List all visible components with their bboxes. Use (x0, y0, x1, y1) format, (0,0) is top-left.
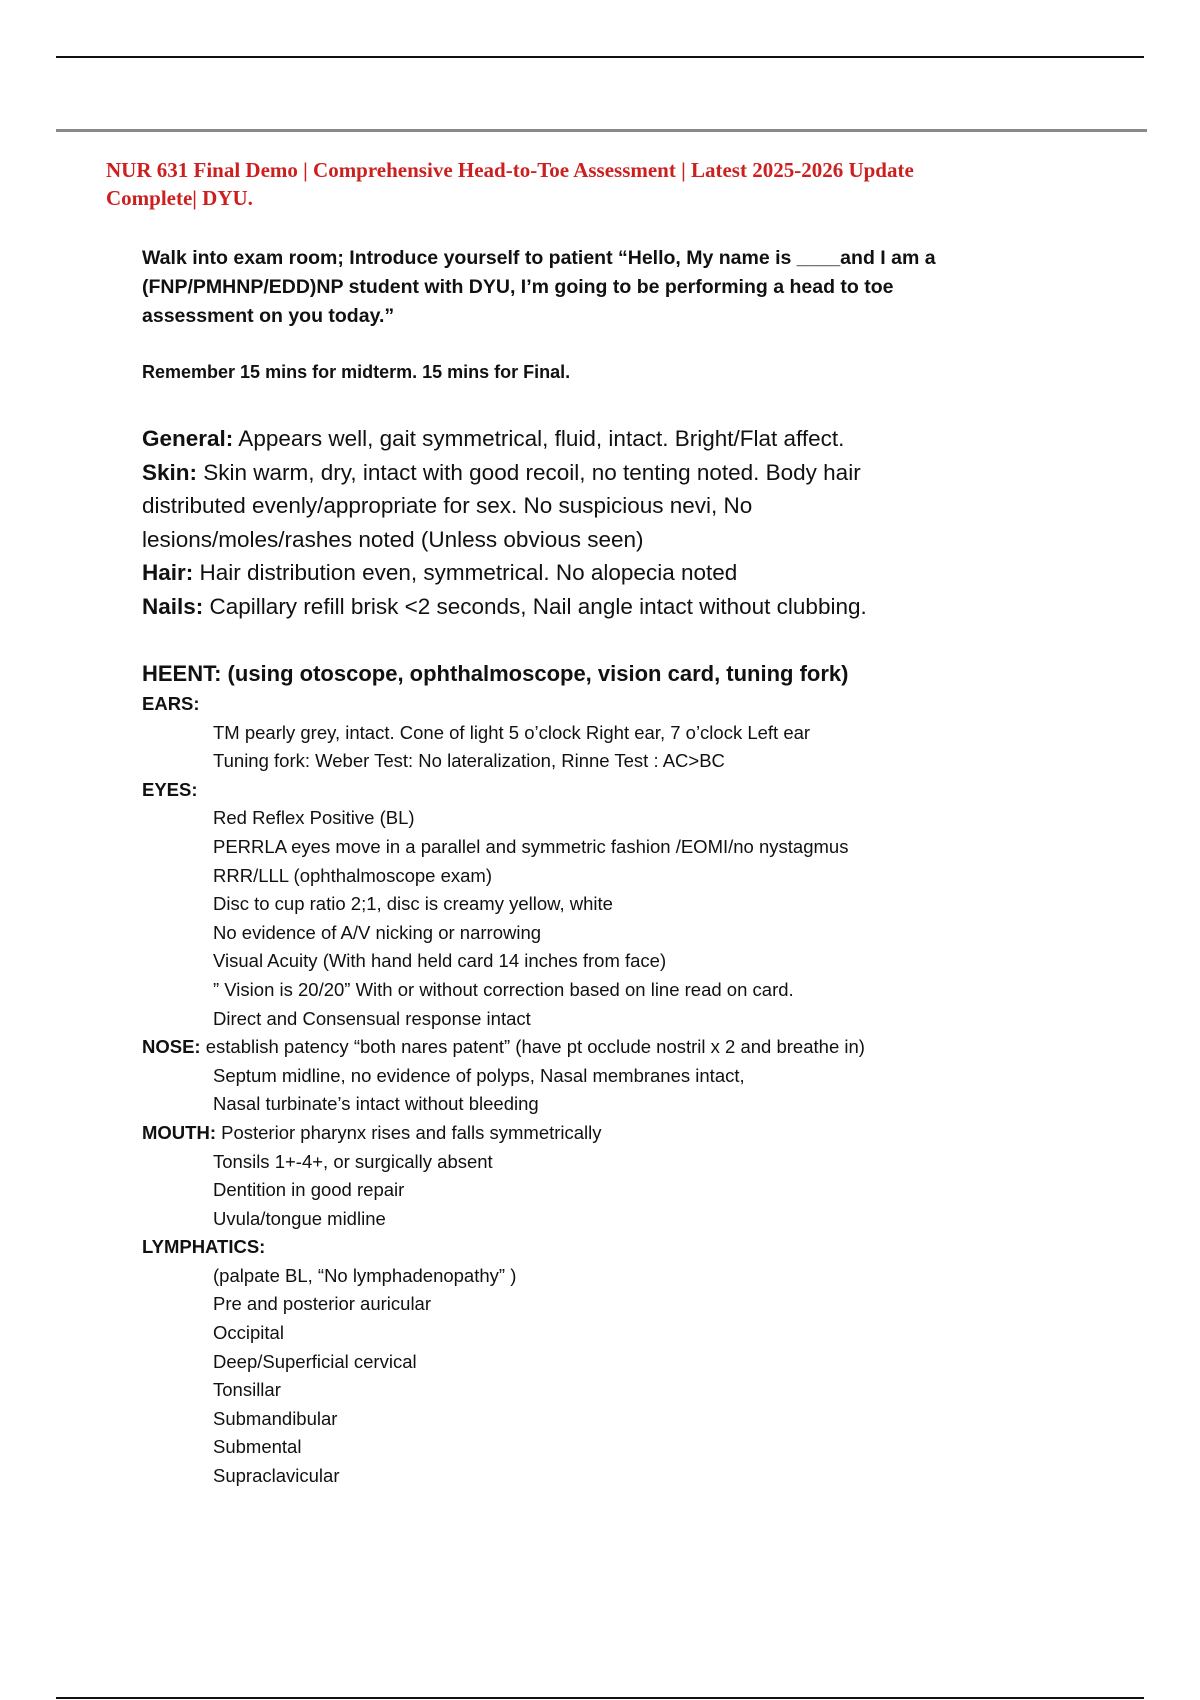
nose-item: Nasal turbinate’s intact without bleeding (213, 1093, 539, 1115)
intro-line: (FNP/PMHNP/EDD)NP student with DYU, I’m going to be performing a head to toe (142, 276, 894, 298)
nose-line (142, 1033, 1102, 1062)
skin-label: Skin: (142, 459, 198, 485)
lymphatics-item: Supraclavicular (213, 1465, 340, 1487)
nose-inline-text: establish patency “both nares patent” (have pt occlude nostril x 2 and breathe in) (200, 1036, 865, 1058)
general-text: Appears well, gait symmetrical, fluid, intact. Bright/Flat affect. (233, 426, 845, 451)
document-title (106, 156, 1066, 212)
mouth-item: Dentition in good repair (213, 1179, 405, 1201)
ears-label: EARS: (142, 693, 200, 714)
lymphatics-item: Pre and posterior auricular (213, 1293, 431, 1315)
nails-text: Capillary refill brisk <2 seconds, Nail angle intact without clubbing. (203, 593, 867, 619)
hair-label: Hair: (142, 560, 194, 586)
heent-heading: HEENT: (using otoscope, ophthalmoscope, vision card, tuning fork) (142, 661, 849, 686)
hair-text: Hair distribution even, symmetrical. No alopecia noted (193, 560, 738, 586)
lymphatics-item: Submental (213, 1436, 302, 1458)
ears-item: Tuning fork: Weber Test: No lateralization, Rinne Test : AC>BC (213, 750, 725, 772)
eyes-item: Red Reflex Positive (BL) (213, 807, 415, 829)
skin-line (142, 456, 1042, 490)
eyes-item: ” Vision is 20/20” With or without correction based on line read on card. (213, 978, 794, 1000)
lymphatics-item: Occipital (213, 1322, 284, 1344)
hair-line (142, 556, 1042, 590)
lymphatics-item: Submandibular (213, 1407, 338, 1429)
skin-line: distributed evenly/appropriate for sex. No suspicious nevi, No (142, 493, 753, 519)
eyes-item: PERRLA eyes move in a parallel and symmetric fashion /EOMI/no nystagmus (213, 835, 849, 857)
lymphatics-item: (palpate BL, “No lymphadenopathy” ) (213, 1264, 517, 1286)
nose-label: NOSE: (142, 1036, 201, 1058)
eyes-item: No evidence of A/V nicking or narrowing (213, 921, 542, 943)
mouth-label: MOUTH: (142, 1121, 216, 1143)
top-rule (56, 56, 1144, 58)
bottom-rule (56, 1697, 1144, 1699)
eyes-item: Visual Acuity (With hand held card 14 inches from face) (213, 950, 667, 972)
mouth-item: Uvula/tongue midline (213, 1207, 386, 1229)
eyes-label: EYES: (142, 778, 198, 800)
mouth-item: Tonsils 1+-4+, or surgically absent (213, 1150, 493, 1172)
title-line: NUR 631 Final Demo | Comprehensive Head-to-Toe Assessment | Latest 2025-2026 Update (106, 158, 914, 182)
lymphatics-item: Tonsillar (213, 1379, 281, 1401)
mouth-line (142, 1119, 1102, 1148)
intro-line: assessment on you today.” (142, 305, 395, 327)
title-line: Complete| DYU. (106, 186, 253, 210)
lymphatics-label: LYMPHATICS: (142, 1236, 266, 1258)
intro-line: Walk into exam room; Introduce yourself to patient “Hello, My name is ____and I am a (142, 247, 936, 269)
ears-item: TM pearly grey, intact. Cone of light 5 o’clock Right ear, 7 o’clock Left ear (213, 721, 811, 743)
skin-line: lesions/moles/rashes noted (Unless obvious seen) (142, 526, 644, 552)
nails-label: Nails: (142, 593, 204, 619)
intro-paragraph (142, 244, 1042, 331)
general-section (142, 422, 1042, 624)
nails-line (142, 590, 1042, 624)
general-line (142, 422, 1042, 456)
header-rule (56, 129, 1147, 132)
eyes-item: Disc to cup ratio 2;1, disc is creamy yellow, white (213, 893, 613, 915)
lymphatics-item: Deep/Superficial cervical (213, 1350, 417, 1372)
nose-item: Septum midline, no evidence of polyps, Nasal membranes intact, (213, 1064, 745, 1086)
skin-text: Skin warm, dry, intact with good recoil, no tenting noted. Body hair (197, 459, 861, 485)
eyes-item: RRR/LLL (ophthalmoscope exam) (213, 864, 492, 886)
eyes-item: Direct and Consensual response intact (213, 1007, 531, 1029)
time-reminder: Remember 15 mins for midterm. 15 mins for Final. (142, 362, 571, 382)
mouth-inline-text: Posterior pharynx rises and falls symmetrically (215, 1121, 602, 1143)
heent-section (142, 690, 1102, 1491)
general-label: General: (142, 426, 234, 451)
